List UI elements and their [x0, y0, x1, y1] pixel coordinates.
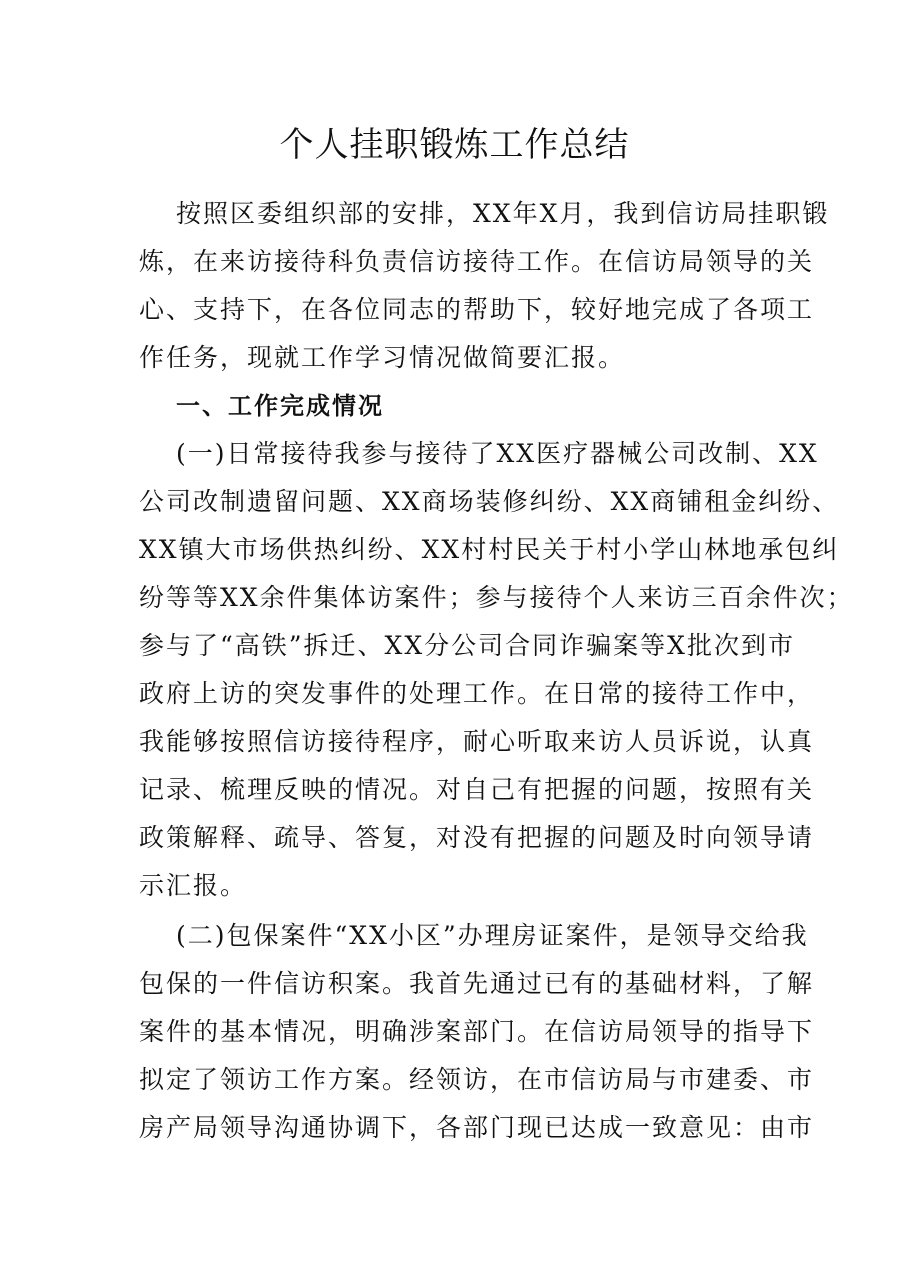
paragraph-line: (二)包保案件“XX小区”办理房证案件，是领导交给我: [176, 921, 809, 950]
paragraph-line: 包保的一件信访积案。我首先通过已有的基础材料，了解: [139, 969, 815, 998]
paragraph-line: XX镇大市场供热纠纷、XX村村民关于村小学山林地承包纠: [139, 535, 840, 564]
section-heading: 一、工作完成情况: [176, 392, 384, 420]
paragraph-line: 房产局领导沟通协调下，各部门现已达成一致意见：由市: [139, 1113, 815, 1142]
paragraph-line: 纷等等XX余件集体访案件；参与接待个人来访三百余件次；: [139, 583, 854, 612]
paragraph-line: 按照区委组织部的安排，XX年X月，我到信访局挂职锻: [176, 199, 830, 228]
paragraph-line: 炼，在来访接待科负责信访接待工作。在信访局领导的关: [139, 247, 815, 276]
paragraph-line: 政府上访的突发事件的处理工作。在日常的接待工作中，: [139, 679, 815, 708]
paragraph-line: 示汇报。: [139, 871, 248, 900]
paragraph-line: 政策解释、疏导、答复，对没有把握的问题及时向领导请: [139, 823, 815, 852]
paragraph-line: (一)日常接待我参与接待了XX医疗器械公司改制、XX: [176, 439, 819, 468]
document-title: 个人挂职锻炼工作总结: [279, 125, 630, 165]
paragraph-line: 作任务，现就工作学习情况做简要汇报。: [139, 343, 626, 372]
paragraph-line: 案件的基本情况，明确涉案部门。在信访局领导的指导下: [139, 1017, 815, 1046]
paragraph-line: 心、支持下，在各位同志的帮助下，较好地完成了各项工: [139, 295, 815, 324]
paragraph-line: 记录、梳理反映的情况。对自己有把握的问题，按照有关: [139, 775, 815, 804]
paragraph-line: 公司改制遗留问题、XX商场装修纠纷、XX商铺租金纠纷、: [139, 487, 840, 516]
paragraph-line: 拟定了领访工作方案。经领访，在市信访局与市建委、市: [139, 1065, 815, 1094]
paragraph-line: 参与了“高铁”拆迁、XX分公司合同诈骗案等X批次到市: [139, 631, 795, 660]
paragraph-line: 我能够按照信访接待程序，耐心听取来访人员诉说，认真: [139, 727, 815, 756]
